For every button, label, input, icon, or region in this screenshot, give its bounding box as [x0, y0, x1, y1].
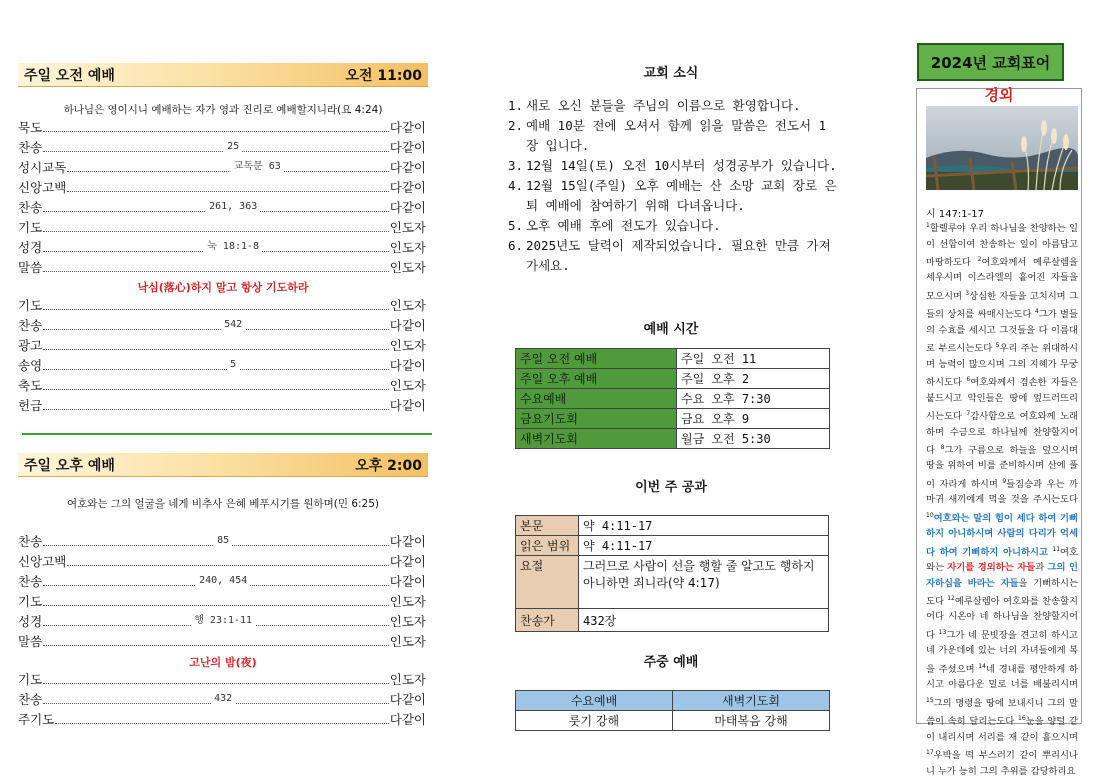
service-item-leader: 인도자 — [389, 240, 426, 255]
morning-verse: 하나님은 영이시니 예배하는 자가 영과 진리로 예배할지니라(요 4:24) — [63, 104, 383, 116]
lesson-title: 이번 주 공과 — [635, 480, 707, 495]
table-row: 수요예배 수요 오후 7:30 — [516, 389, 830, 409]
service-row — [18, 316, 426, 334]
news-item: 6. 2025년도 달력이 제작되었습니다. 필요한 만큼 가져 가세요. — [508, 238, 831, 273]
service-item-leader: 인도자 — [389, 298, 426, 313]
service-item-leader: 다같이 — [389, 712, 426, 727]
service-item-label: 기도 — [18, 298, 43, 313]
afternoon-service-header — [18, 453, 428, 477]
dot-leader — [43, 308, 389, 310]
service-row — [18, 158, 426, 176]
table-row: 금요기도회 금요 오후 9 — [516, 409, 830, 429]
table-row: 주일 오후 예배 주일 오후 2 — [516, 369, 830, 389]
service-item-leader: 인도자 — [389, 378, 426, 393]
service-item-leader: 다같이 — [389, 180, 426, 195]
dot-leader — [43, 348, 389, 350]
news-item: 4. 12월 15일(주일) 오후 예배는 산 소망 교회 장로 은퇴 예배에 참여하기 위해 다녀옵니다. — [508, 178, 837, 213]
midweek-title: 주중 예배 — [643, 655, 699, 670]
service-item-detail: 432 — [211, 693, 235, 704]
table-row: 주일 오전 예배 주일 오전 11 — [516, 349, 830, 369]
service-row — [18, 296, 426, 314]
service-item-leader: 인도자 — [389, 260, 426, 275]
service-item-label: 묵도 — [18, 120, 43, 135]
service-item-label: 주기도 — [18, 712, 55, 727]
service-item-detail: 85 — [214, 535, 232, 546]
morning-service-header — [18, 63, 428, 87]
service-item-detail: 542 — [221, 319, 245, 330]
service-row — [18, 198, 426, 216]
dot-leader — [43, 230, 389, 232]
psalm-text: $^1$할렐루야 우리 하나님을 찬양하는 일이 선함이여 찬송하는 일이 아름답고 마땅하도다 $^2$여호와께서 예루살렘을 세우시며 이스라엘의 흩어진 자들을 모으시며 $^3$상심한 자들을 고치시며 그들의 상처를 싸매시는도다 $^4$그가 별들의 수효를 세시고 그것들을 다 이름대로 부르시는도다 $^5$우리 주는 위대하시며 능력이 많으시며 그의 지혜가 무궁하시도다 $^6$여호와께서 겸손한 자들은 붙드시고 악인들은 땅에 엎드러뜨리시는도다 $^7$감사함으로 여호와께 노래하며 수금으로 하나님께 찬양할지어다 $^8$그가 구름으로 하늘을 덮으시며 땅을 위하여 비를 준비하시며 산에 풀이 자라게 하시며 $^9$들짐승과 우는 까마귀 새끼에게 먹을 것을 주시는도다 $^{10}$여호와는 말의 힘이 세다 하여 기뻐하지 아니하시며 사람의 다리가 억세다 하여 기뻐하지 아니하시고 $^{11}$여호와는 자기를 경외하는 자들과 그의 인자하심을 바라는 자들을 기뻐하시는도다 $^{12}$예루살렘아 여호와를 찬송할지어다 시온아 네 하나님을 찬양할지어다 $^{13}$그가 네 문빗장을 견고히 하시고 네 가운데에 있는 너의 자녀들에게 복을 주셨으며 $^{14}$네 경내를 평안하게 하시고 아름다운 밀로 너를 배불리시며 $^{15}$그의 명령을 땅에 보내시니 그의 말씀이 속히 달리는도다 $^{16}$눈을 양털 같이 내리시며 서리를 재 같이 흩으시며 $^{17}$우박을 떡 부스러기 같이 뿌리시나니 누가 능히 그의 추위를 감당하리요 — [926, 222, 1079, 777]
service-item-label: 찬송 — [18, 574, 43, 589]
dot-leader — [43, 615, 389, 626]
service-row — [18, 336, 426, 354]
psalm-reference: 시 147:1-17 — [926, 209, 984, 220]
table-row: 읽은 범위 약 4:11-17 — [516, 536, 829, 556]
morning-service-time: 오전 11:00 — [345, 67, 422, 84]
service-item-leader: 인도자 — [389, 594, 426, 609]
service-item-leader: 인도자 — [389, 614, 426, 629]
service-item-label: 축도 — [18, 378, 43, 393]
afternoon-service-time: 오후 2:00 — [355, 457, 422, 474]
service-item-leader: 다같이 — [389, 398, 426, 413]
dot-leader — [67, 190, 388, 192]
service-item-leader: 다같이 — [389, 534, 426, 549]
service-item-label: 신앙고백 — [18, 554, 67, 569]
service-row — [18, 238, 426, 256]
service-row — [18, 592, 426, 610]
dot-leader — [55, 722, 389, 724]
dot-leader — [43, 241, 389, 252]
landscape-photo — [926, 106, 1078, 190]
service-row — [18, 552, 426, 570]
service-item-leader: 다같이 — [389, 554, 426, 569]
service-item-label: 성경 — [18, 614, 43, 629]
service-item-leader: 다같이 — [389, 200, 426, 215]
news-item: 2. 예배 10분 전에 오셔서 함께 읽을 말씀은 전도서 1장 입니다. — [508, 118, 827, 153]
service-row — [18, 532, 426, 550]
service-item-leader: 다같이 — [389, 120, 426, 135]
service-row — [18, 118, 426, 136]
service-item-label: 찬송 — [18, 140, 43, 155]
service-item-leader: 다같이 — [389, 318, 426, 333]
dot-leader — [43, 141, 389, 152]
service-item-leader: 다같이 — [389, 140, 426, 155]
news-item: 1. 새로 오신 분들을 주님의 이름으로 환영합니다. — [508, 98, 801, 113]
dot-leader — [43, 388, 389, 390]
service-row — [18, 612, 426, 630]
year-theme: 경외 — [984, 86, 1014, 104]
news-item: 3. 12월 14일(토) 오전 10시부터 성경공부가 있습니다. — [508, 158, 837, 173]
afternoon-motto: 고난의 밤(夜) — [189, 656, 257, 669]
dot-leader — [43, 270, 389, 272]
dot-leader — [43, 408, 389, 410]
service-item-leader: 다같이 — [389, 574, 426, 589]
news-item: 5. 오후 예배 후에 전도가 있습니다. — [508, 218, 721, 233]
service-row — [18, 138, 426, 156]
year-motto-banner: 2024년 교회표어 — [917, 43, 1064, 81]
service-row — [18, 376, 426, 394]
afternoon-verse: 여호와는 그의 얼굴을 네게 비추사 은혜 베푸시기를 원하며(민 6:25) — [66, 498, 380, 510]
service-row — [18, 218, 426, 236]
afternoon-service-title: 주일 오후 예배 — [24, 457, 115, 474]
service-item-leader: 인도자 — [389, 634, 426, 649]
service-row — [18, 670, 426, 688]
service-item-label: 성경 — [18, 240, 43, 255]
lesson-table — [515, 515, 829, 632]
dot-leader — [43, 319, 389, 330]
dot-leader — [43, 682, 389, 684]
news-list — [508, 96, 838, 276]
dot-leader — [67, 161, 388, 172]
service-row — [18, 178, 426, 196]
service-item-detail: 5 — [227, 359, 239, 370]
news-title: 교회 소식 — [643, 66, 699, 81]
service-item-leader: 다같이 — [389, 358, 426, 373]
service-item-leader: 다같이 — [389, 160, 426, 175]
service-row — [18, 710, 426, 728]
service-item-label: 찬송 — [18, 534, 43, 549]
service-item-detail: 교독문 63 — [231, 157, 284, 172]
table-row: 새벽기도회 월금 오전 5:30 — [516, 429, 830, 449]
service-item-label: 찬송 — [18, 318, 43, 333]
service-item-label: 송영 — [18, 358, 43, 373]
dot-leader — [43, 693, 389, 704]
schedule-table — [515, 348, 830, 449]
service-row — [18, 632, 426, 650]
service-item-detail: 240, 454 — [196, 575, 250, 586]
dot-leader — [67, 564, 388, 566]
service-item-detail: 25 — [224, 141, 242, 152]
service-item-label: 헌금 — [18, 398, 43, 413]
service-item-label: 찬송 — [18, 200, 43, 215]
service-item-label: 기도 — [18, 220, 43, 235]
service-item-label: 말씀 — [18, 634, 43, 649]
dot-leader — [43, 535, 389, 546]
service-item-detail: 눅 18:1-8 — [204, 237, 262, 252]
schedule-title: 예배 시간 — [643, 322, 699, 337]
service-item-label: 말씀 — [18, 260, 43, 275]
service-item-label: 신앙고백 — [18, 180, 67, 195]
table-row: 요절 그러므로 사람이 선을 행할 줄 알고도 행하지 아니하면 죄니라(약 4:17) — [516, 556, 829, 609]
table-row: 찬송가 432장 — [516, 609, 829, 632]
service-item-leader: 인도자 — [389, 672, 426, 687]
dot-leader — [43, 359, 389, 370]
service-item-label: 성시교독 — [18, 160, 67, 175]
dot-leader — [43, 130, 389, 132]
dot-leader — [43, 575, 389, 586]
midweek-table — [515, 690, 830, 731]
table-row: 본문 약 4:11-17 — [516, 516, 829, 536]
service-item-leader: 인도자 — [389, 338, 426, 353]
service-item-leader: 다같이 — [389, 692, 426, 707]
table-row: 수요예배 새벽기도회 — [516, 691, 830, 711]
service-row — [18, 572, 426, 590]
service-item-leader: 인도자 — [389, 220, 426, 235]
table-row: 룻기 강해 마태복음 강해 — [516, 711, 830, 731]
dot-leader — [43, 604, 389, 606]
service-item-label: 기도 — [18, 594, 43, 609]
dot-leader — [43, 201, 389, 212]
service-item-detail: 행 23:1-11 — [191, 611, 255, 626]
service-item-label: 찬송 — [18, 692, 43, 707]
service-row — [18, 258, 426, 276]
dot-leader — [43, 644, 389, 646]
service-row — [18, 690, 426, 708]
service-item-label: 광고 — [18, 338, 43, 353]
service-row — [18, 356, 426, 374]
section-divider — [22, 433, 432, 435]
service-item-detail: 261, 363 — [206, 201, 260, 212]
morning-service-title: 주일 오전 예배 — [24, 67, 115, 84]
morning-motto: 낙심(落心)하지 말고 항상 기도하라 — [137, 281, 309, 294]
service-row — [18, 396, 426, 414]
service-item-label: 기도 — [18, 672, 43, 687]
